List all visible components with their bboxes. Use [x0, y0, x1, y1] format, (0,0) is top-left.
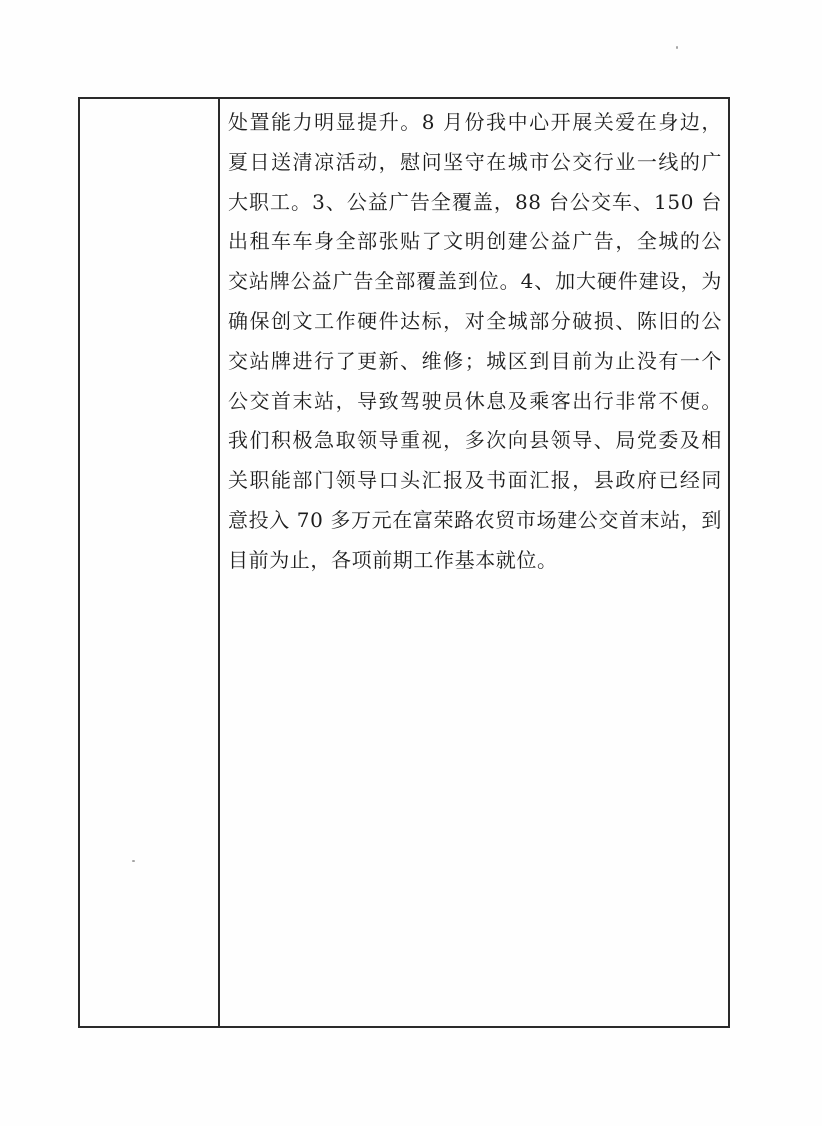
table-frame [78, 97, 730, 1028]
scan-speck [676, 46, 678, 49]
table-content-cell [220, 99, 728, 1026]
table-label-cell [80, 99, 220, 1026]
body-paragraph: 处置能力明显提升。8 月份我中心开展关爱在身边，夏日送清凉活动，慰问坚守在城市公交行业一线的广大职工。3、公益广告全覆盖，88 台公交车、150 台出租车车身全部张贴了文明创建公益广告，全城的公交站牌公益广告全部覆盖到位。4、加大硬件建设，为确保创文工作硬件达标，对全城部分破损、陈旧的公交站牌进行了更新、维修；城区到目前为止没有一个公交首末站，导致驾驶员休息及乘客出行非常不便。我们积极急取领导重视，多次向县领导、局党委及相关职能部门领导口头汇报及书面汇报，县政府已经同意投入 70 多万元在富荣路农贸市场建公交首末站，到目前为止，各项前期工作基本就位。 [228, 110, 722, 572]
